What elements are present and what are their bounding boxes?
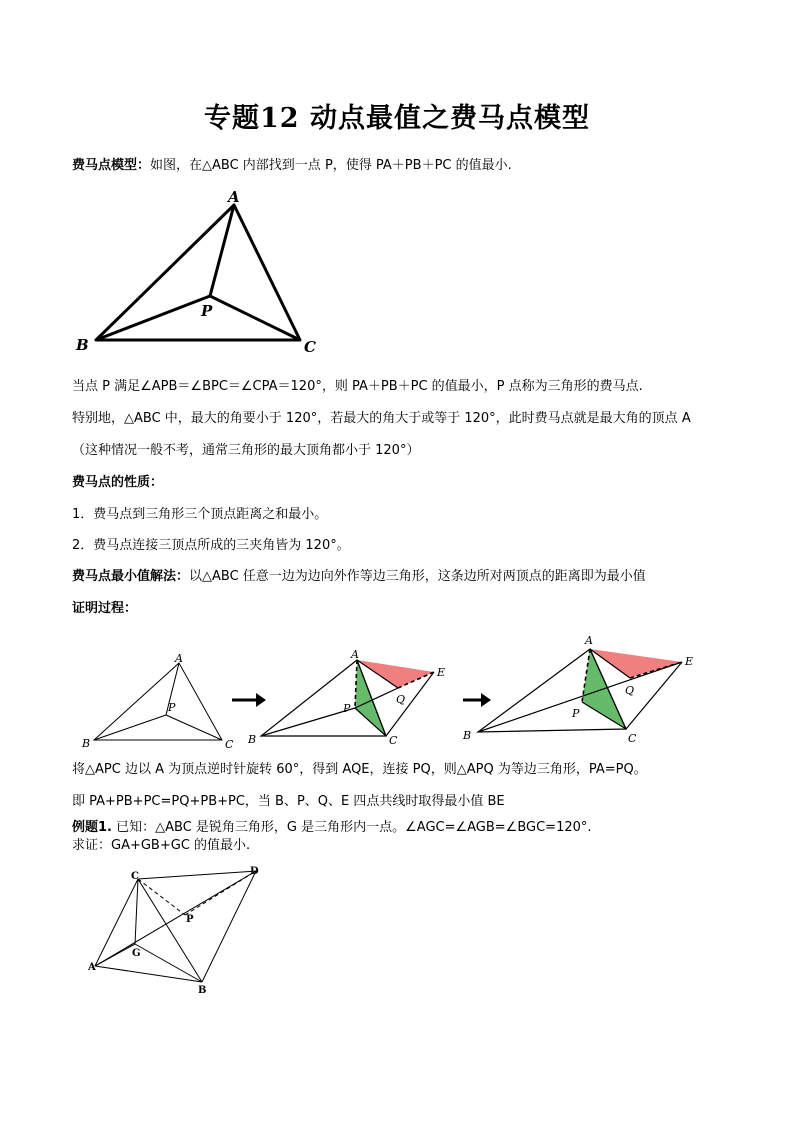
label-p: P — [201, 302, 213, 320]
properties-heading: 费马点的性质： — [72, 475, 164, 490]
example-line — [72, 819, 592, 837]
p2-label-b: B — [248, 733, 257, 746]
p1-label-a: A — [175, 652, 183, 665]
proof-line-1: 将△APC 边以 A 为顶点逆时针旋转 60°，得到 AQE，连接 PQ，则△APQ 为等边三角形，PA=PQ。 — [72, 762, 647, 777]
label-a: A — [228, 188, 240, 206]
p3-label-a: A — [585, 634, 593, 647]
p2-label-a: A — [351, 648, 359, 661]
method-label: 费马点最小值解法： — [72, 569, 190, 584]
example-text: 已知：△ABC 是锐角三角形，G 是三角形内一点。∠AGC=∠AGB=∠BGC=120°. — [116, 820, 592, 835]
label-c: C — [304, 338, 316, 356]
model-line — [72, 157, 512, 175]
example-figure — [80, 862, 280, 1002]
property-item-1: 1．费马点到三角形三个顶点距离之和最小。 — [72, 507, 328, 522]
p2-label-e: E — [437, 666, 446, 679]
proof-panel-2 — [261, 660, 434, 736]
red-triangle-aqe-2 — [590, 649, 682, 678]
p3-label-b: B — [463, 729, 472, 742]
red-triangle-aqe — [357, 660, 434, 688]
ex-label-p: P — [186, 914, 194, 925]
p3-label-q: Q — [625, 684, 635, 697]
p3-label-p: P — [572, 707, 580, 720]
method-line — [72, 568, 646, 586]
p2-label-c: C — [389, 734, 398, 747]
ex-label-a: A — [88, 962, 96, 973]
triangle-abc — [96, 205, 300, 340]
ex-label-d: D — [250, 866, 259, 877]
p2-label-p: P — [343, 702, 351, 715]
method-text: 以△ABC 任意一边为边向外作等边三角形，这条边所对两顶点的距离即为最小值 — [189, 569, 646, 584]
proof-panel-3 — [478, 649, 682, 732]
model-text: 如图，在△ABC 内部找到一点 P，使得 PA＋PB＋PC 的值最小. — [150, 158, 512, 173]
p1-label-b: B — [82, 737, 91, 750]
arrow-2-icon — [463, 693, 491, 707]
arrow-1-icon — [232, 693, 266, 707]
segment-pb — [96, 296, 210, 340]
label-b: B — [76, 336, 89, 354]
p1-label-c: C — [225, 738, 234, 751]
model-label: 费马点模型： — [72, 158, 151, 173]
p2-label-q: Q — [396, 693, 406, 706]
proof-line-2: 即 PA+PB+PC=PQ+PB+PC，当 B、P、Q、E 四点共线时取得最小值 BE — [72, 794, 505, 809]
proof-panel-1 — [94, 663, 222, 740]
ex-label-g: G — [132, 948, 141, 959]
example-prove: 求证：GA+GB+GC 的值最小. — [72, 838, 251, 853]
p1-label-p: P — [168, 701, 176, 714]
property-item-2: 2．费马点连接三顶点所成的三夹角皆为 120°。 — [72, 538, 350, 553]
page-title: 专题12 动点最值之费马点模型 — [204, 103, 590, 134]
ex-label-c: C — [131, 871, 139, 882]
para-3: （这种情况一般不考，通常三角形的最大顶角都小于 120°） — [72, 443, 420, 458]
p3-label-c: C — [628, 732, 637, 745]
proof-figure — [0, 630, 794, 755]
proof-heading: 证明过程： — [72, 601, 138, 616]
fermat-triangle-figure — [70, 185, 330, 360]
segment-pc — [210, 296, 300, 340]
para-1: 当点 P 满足∠APB＝∠BPC＝∠CPA＝120°，则 PA＋PB＋PC 的值最小，P 点称为三角形的费马点. — [72, 379, 643, 394]
example-label: 例题1. — [72, 820, 112, 835]
ex-label-b: B — [198, 985, 207, 996]
p3-label-e: E — [685, 655, 694, 668]
para-2: 特别地，△ABC 中，最大的角要小于 120°，若最大的角大于或等于 120°，此时费马点就是最大角的顶点 A — [72, 411, 691, 426]
